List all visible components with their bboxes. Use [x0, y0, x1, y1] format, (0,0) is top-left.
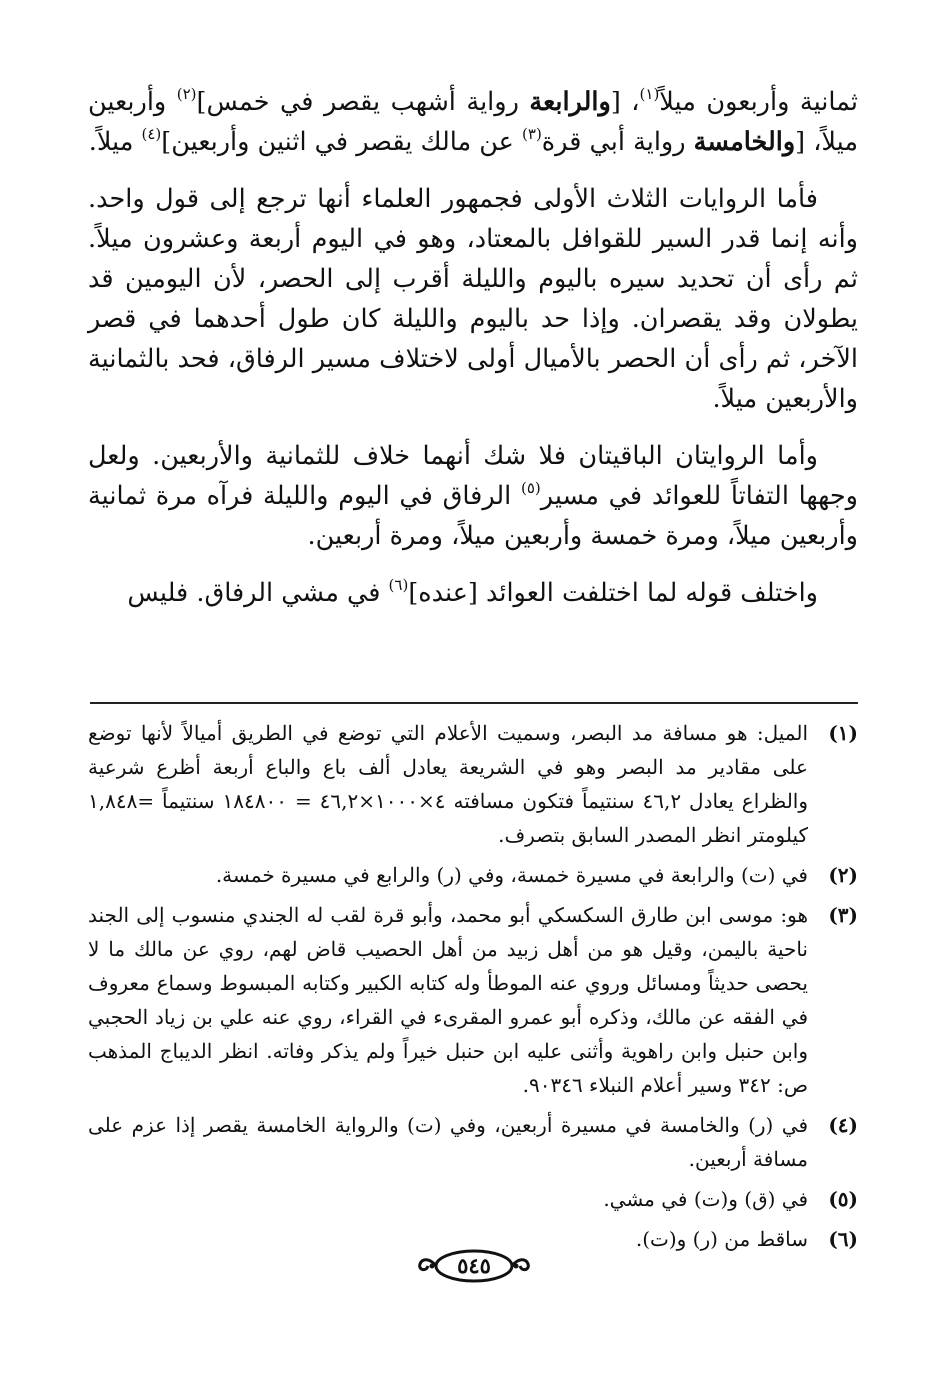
- footnote-number: (٥): [828, 1187, 858, 1211]
- footnote-text: في (ق) و(ت) في مشي.: [603, 1187, 808, 1211]
- bold-keyword: والرابعة: [529, 87, 611, 117]
- text-run: عن مالك يقصر في اثنين وأربعين]: [161, 127, 523, 157]
- footnote-number: (٣): [828, 903, 858, 927]
- footnote-ref: (١): [639, 85, 660, 103]
- footnote-text: هو: موسى ابن طارق السكسكي أبو محمد، وأبو قرة لقب له الجندي منسوب إلى الجند ناحية باليمن، وقيل هو من أهل زبيد من أهل الحصيب قاض لهم، روي عن مالك ما لا يحصى حديثاً ومسائل وروي عنه الموطأ وله كتابه الكبير وكتابه المبسوط وسماع معروف في الفقه عن مالك، وذكره أبو عمرو المقرىء في القراء، روي عنه علي بن زياد الحجبي وابن حنبل وابن راهوية وأثنى عليه ابن حنبل خيراً ولم يذكر وفاته. انظر الديباج المذهب ص: ٣٤٢ وسير أعلام النبلاء ٩٠٣٤٦.: [88, 903, 808, 1097]
- footnote-text: في (ر) والخامسة في مسيرة أربعين، وفي (ت) والرواية الخامسة يقصر إذا عزم على مسافة أربعين.: [88, 1113, 809, 1171]
- text-run: واختلف قوله لما اختلفت العوائد [عنده]: [408, 578, 818, 608]
- footnote-item: [88, 1182, 858, 1216]
- footnote-ref: (٦): [388, 576, 409, 594]
- page-number: ٥٤٥: [457, 1253, 491, 1278]
- text-run: الرفاق في اليوم والليلة فرآه مرة ثمانية وأربعين ميلاً، ومرة خمسة وأربعين ميلاً، ومرة أربعين.: [88, 481, 858, 551]
- footnote-item: [88, 858, 858, 892]
- paragraph: [88, 179, 858, 419]
- footnote-text: الميل: هو مسافة مد البصر، وسميت الأعلام التي توضع في الطريق أميالاً لأنها توضع على مقادير مد البصر وهو في الشريعة يعادل ألف باع والباع أربعة أظرع شرعية والظراع يعادل ٤٦,٢ سنتيماً فتكون مسافته ٤×١٠٠٠×٤٦,٢ = ١٨٤٨٠٠ سنتيماً =١,٨٤٨ كيلومتر انظر المصدر السابق بتصرف.: [88, 721, 809, 847]
- text-run: ثمانية وأربعون ميلاً: [659, 87, 858, 117]
- paragraph: [88, 436, 858, 556]
- text-run: فأما الروايات الثلاث الأولى فجمهور العلماء أنها ترجع إلى قول واحد. وأنه إنما قدر السير للقوافل بالمعتاد، وهو في اليوم أربعة وعشرون ميلاً. ثم رأى أن تحديد سيره باليوم والليلة أقرب إلى الحصر، لأن اليومين قد يطولان وقد يقصران. وإذا حد باليوم والليلة كان طول أحدهما في قصر الآخر، ثم رأى أن الحصر بالأميال أولى لاختلاف مسير الرفاق، فحد بالثمانية والأربعين ميلاً.: [88, 184, 858, 414]
- footnote-number: (١): [828, 721, 858, 745]
- footnote-separator: [90, 702, 858, 704]
- footnote-text: في (ت) والرابعة في مسيرة خمسة، وفي (ر) والرابع في مسيرة خمسة.: [215, 863, 808, 887]
- footnote-item: [88, 716, 858, 852]
- text-run: وأما الروايتان الباقيتان فلا شك أنهما خلاف للثمانية والأربعين. ولعل وجهها التفاتاً للعوائد في مسير: [88, 441, 858, 511]
- page-number-ornament: [414, 1244, 534, 1288]
- footnote-number: (٢): [828, 863, 858, 887]
- footnote-ref: (٤): [141, 125, 162, 143]
- text-run: رواية أشهب يقصر في خمس]: [196, 87, 530, 117]
- paragraph: [88, 82, 858, 162]
- text-run: في مشي الرفاق. فليس: [127, 578, 389, 608]
- main-text: [88, 82, 858, 630]
- footnote-ref: (٢): [176, 85, 197, 103]
- footnotes: [88, 716, 858, 1262]
- footnote-ref: (٣): [522, 125, 542, 143]
- text-run: ، [: [610, 87, 640, 117]
- footnote-number: (٤): [828, 1113, 858, 1137]
- footnote-item: [88, 1108, 858, 1176]
- footnote-text: ساقط من (ر) و(ت).: [635, 1227, 808, 1251]
- paragraph: [88, 573, 858, 613]
- bold-keyword: والخامسة: [693, 127, 796, 157]
- text-run: وأربعين ميلاً، [: [88, 87, 858, 157]
- text-run: رواية أبي قرة: [541, 127, 694, 157]
- footnote-ref: (٥): [521, 479, 541, 497]
- footnote-item: [88, 898, 858, 1102]
- footnote-number: (٦): [828, 1227, 858, 1251]
- text-run: ميلاً.: [88, 127, 142, 157]
